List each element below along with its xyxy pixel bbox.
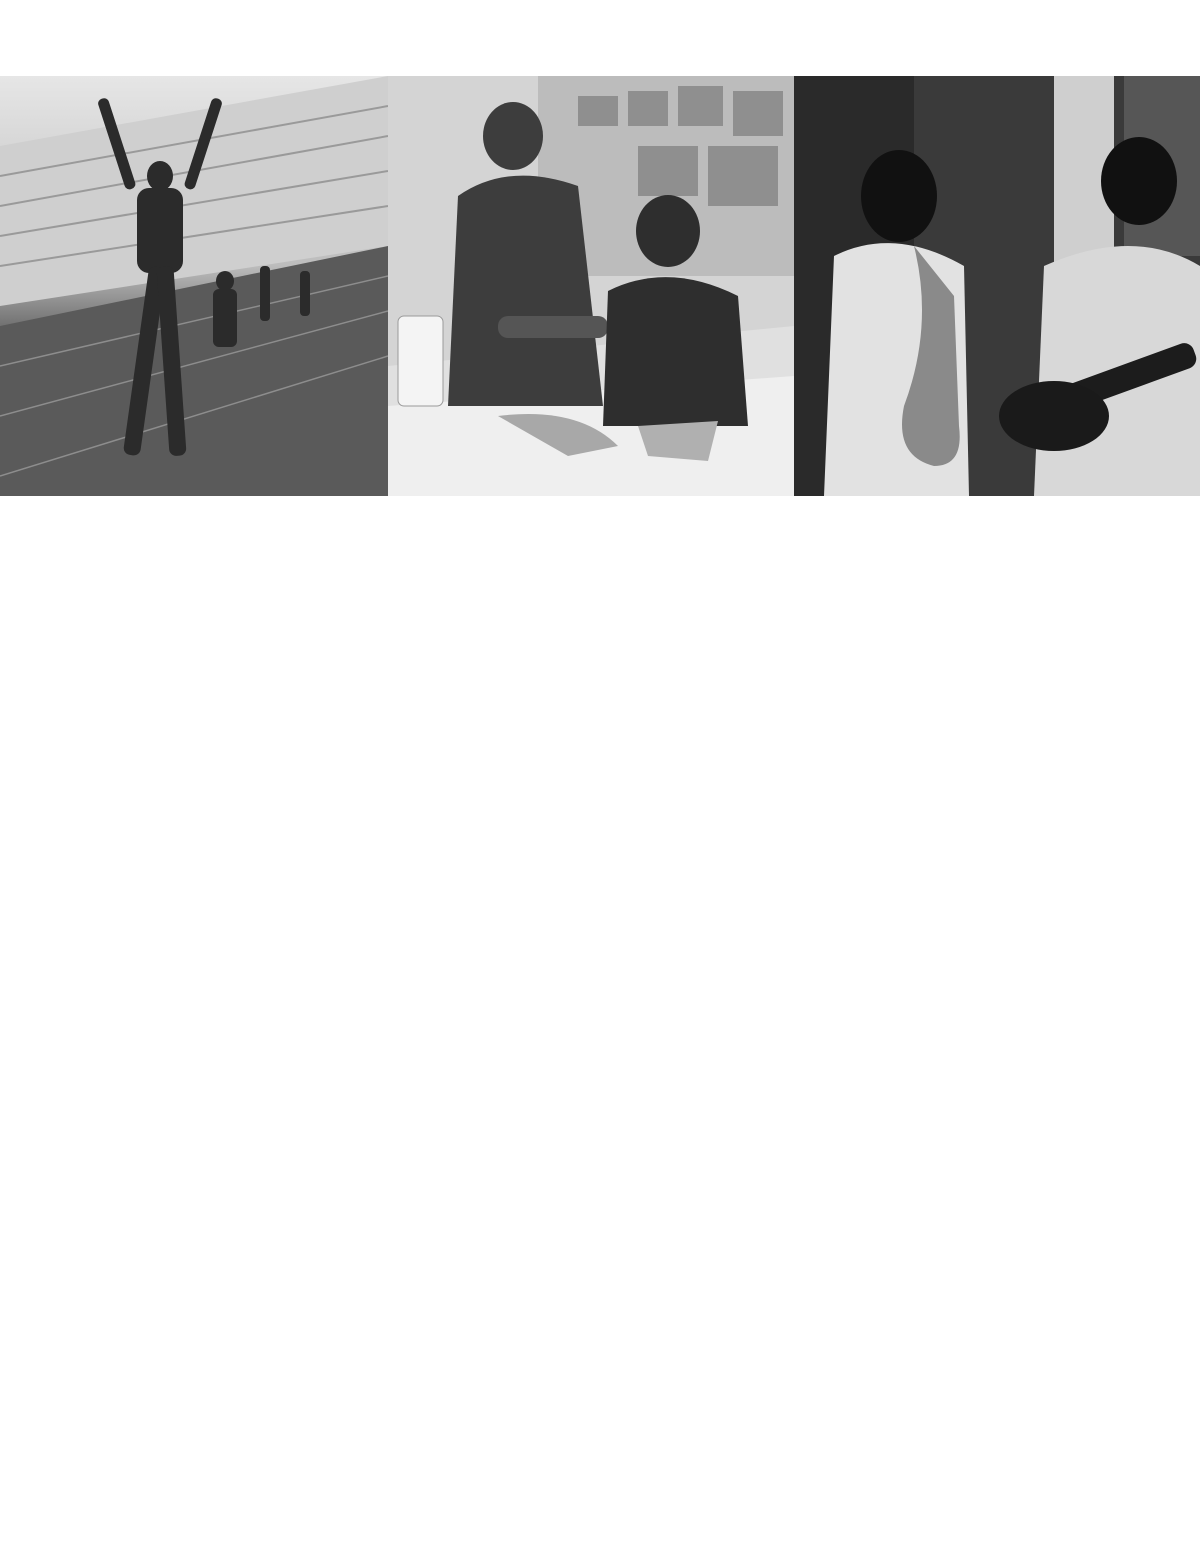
photo-jazz-musicians — [794, 76, 1200, 496]
photo-art-class — [388, 76, 794, 496]
photo-indoor-track — [0, 76, 388, 496]
photo-band — [0, 76, 1200, 496]
